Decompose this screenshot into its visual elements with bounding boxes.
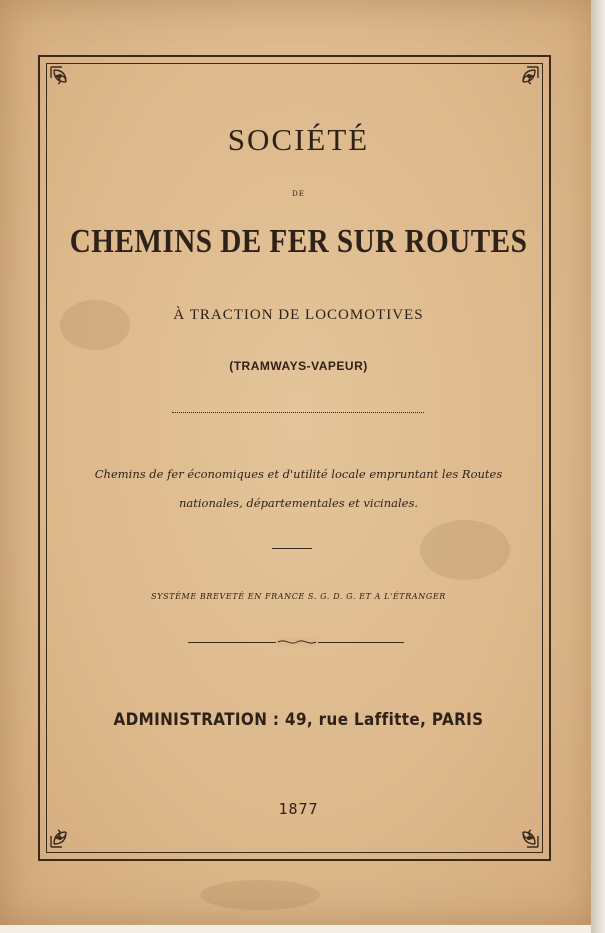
publication-year: 1877	[278, 800, 319, 818]
inner-border-frame	[46, 63, 543, 853]
patent-notice: SYSTÈME BREVETÉ EN FRANCE S. G. D. G. ET A L'ÉTRANGER	[151, 592, 446, 601]
corner-ornament-icon	[48, 64, 82, 98]
title-de: DE	[292, 190, 305, 198]
description-line-2: nationales, départementales et vicinales.	[178, 496, 419, 510]
rule-ornament-icon	[276, 638, 318, 646]
paper-stain	[200, 880, 320, 910]
administration-address: ADMINISTRATION : 49, rue Laffitte, PARIS	[113, 710, 484, 729]
parenthetical-subtitle: (TRAMWAYS-VAPEUR)	[229, 359, 368, 373]
corner-ornament-icon	[507, 816, 541, 850]
description-line-1: Chemins de fer économiques et d'utilité locale empruntant les Routes	[94, 467, 503, 481]
main-title: CHEMINS DE FER SUR ROUTES	[69, 223, 528, 260]
subtitle: À TRACTION DE LOCOMOTIVES	[173, 307, 424, 323]
corner-ornament-icon	[48, 816, 82, 850]
title-societe: SOCIÉTÉ	[227, 122, 370, 157]
short-dash-divider	[272, 548, 312, 549]
dotted-divider	[172, 412, 424, 413]
corner-ornament-icon	[507, 64, 541, 98]
